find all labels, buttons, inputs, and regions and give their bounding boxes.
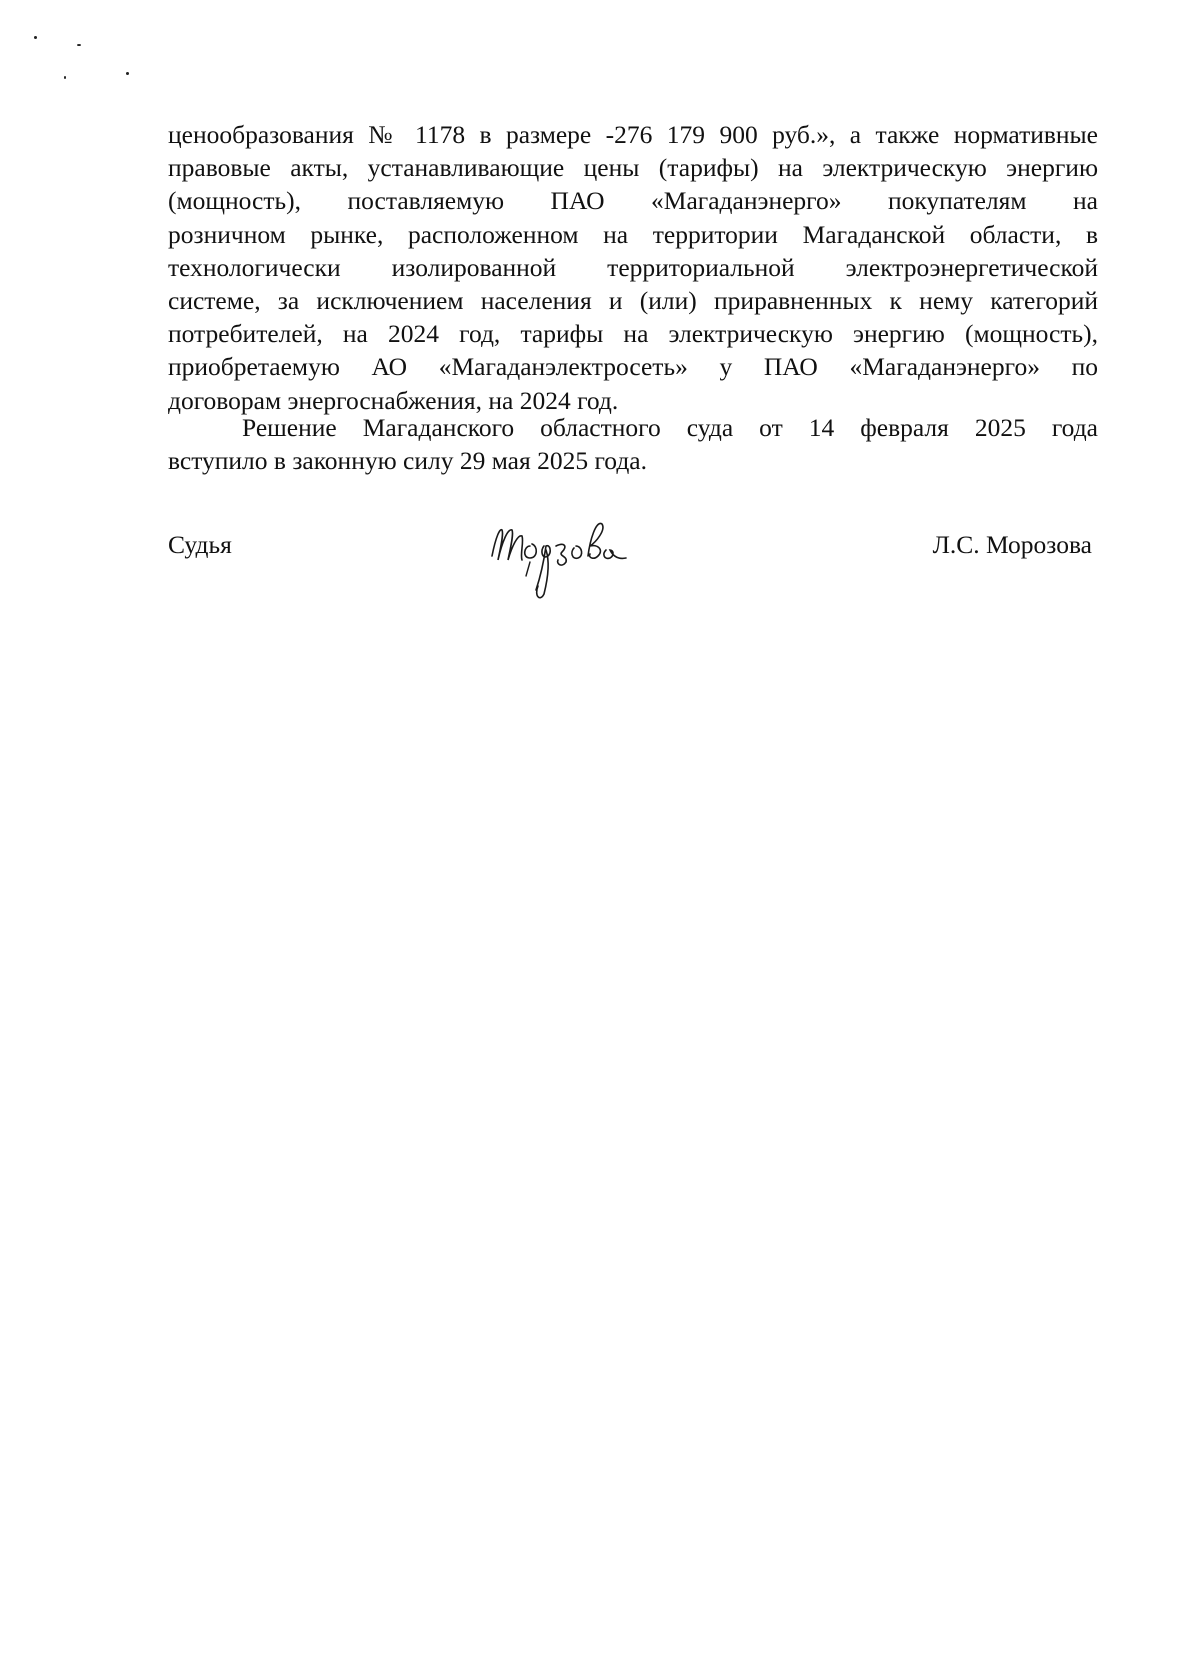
- signature-block: [168, 530, 1098, 620]
- scan-speck: [34, 36, 37, 39]
- scan-speck: [77, 44, 81, 46]
- text-line: системе, за исключением населения и (или) приравненных к нему категорий: [168, 286, 1098, 316]
- text-line: вступило в законную силу 29 мая 2025 года.: [168, 446, 647, 476]
- text-line: Решение Магаданского областного суда от 14 февраля 2025 года: [242, 413, 1098, 442]
- text-line: правовые акты, устанавливающие цены (тарифы) на электрическую энергию: [168, 153, 1098, 183]
- judge-role-label: Судья: [168, 530, 232, 559]
- text-line: договорам энергоснабжения, на 2024 год.: [168, 385, 619, 415]
- handwritten-signature: [486, 516, 646, 616]
- text-line: розничном рынке, расположенном на территории Магаданской области, в: [168, 219, 1098, 249]
- text-line: (мощность), поставляемую ПАО «Магаданэнерго» покупателям на: [168, 186, 1098, 216]
- text-line: ценообразования № 1178 в размере -276 179 900 руб.», а также нормативные: [168, 120, 1098, 149]
- paragraph-1: [168, 118, 1098, 417]
- text-line: приобретаемую АО «Магаданэлектросеть» у ПАО «Магаданэнерго» по: [168, 352, 1098, 382]
- judge-name: Л.С. Морозова: [932, 530, 1092, 559]
- text-line: технологически изолированной территориальной электроэнергетической: [168, 252, 1098, 282]
- text-line: потребителей, на 2024 год, тарифы на электрическую энергию (мощность),: [168, 319, 1098, 349]
- paragraph-2: [168, 411, 1098, 477]
- scan-speck: [64, 76, 66, 79]
- scan-speck: [126, 72, 129, 75]
